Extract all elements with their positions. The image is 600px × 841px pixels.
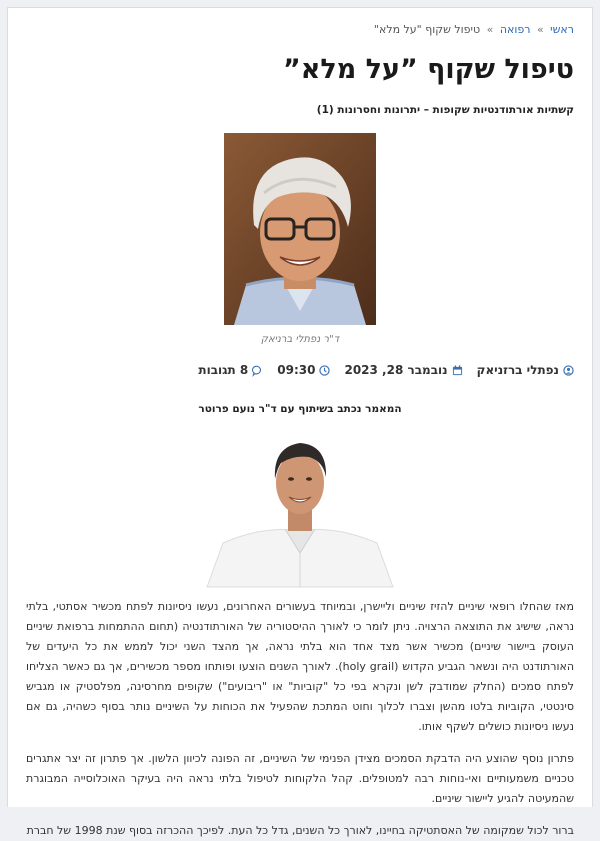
clock-icon <box>319 365 330 376</box>
featured-image-wrap <box>26 133 574 329</box>
breadcrumb-separator: » <box>486 23 494 36</box>
author-link[interactable]: נפתלי ברזניאק <box>476 363 559 377</box>
breadcrumb-current: טיפול שקוף "על מלא" <box>373 23 481 36</box>
calendar-icon <box>452 365 463 376</box>
article-paragraph: פתרון נוסף שהוצע היה הדבקת הסמכים מצידן הפנימי של השיניים, זה הפונה לכיוון הלשון. אך פתרון זה יצר אתגרים טכניים משמעותיים ואי-נוחות רבה למטופלים. קהל הלקוחות לטיפול בלתי נראה היה בעיקר האוכלוסייה המבוגרת שהמעיטה להגיע ליישור שיניים. <box>26 752 574 805</box>
breadcrumb-separator: » <box>536 23 544 36</box>
article-paragraph: ברור לכול שמקומה של האסתטיקה בחיינו, לאורך כל השנים, גדל כל העת. לפיכך ההכרזה בסוף שנת 1998 של חברת <box>26 824 574 837</box>
post-date: נובמבר 28, 2023 <box>344 363 448 377</box>
comments-link[interactable]: 8 תגובות <box>198 363 249 377</box>
article-content <box>8 8 592 841</box>
meta-time <box>277 361 330 379</box>
post-meta <box>26 361 574 379</box>
coauthor-note: המאמר נכתב בשיתוף עם ד"ר נועם פרוטר <box>198 403 402 415</box>
article-title: טיפול שקוף ”על מלא” <box>282 54 574 85</box>
breadcrumb <box>26 22 574 38</box>
breadcrumb-home-link[interactable]: ראשי <box>550 23 574 36</box>
post-time: 09:30 <box>277 363 316 377</box>
article-paragraph: מאז שהחלו רופאי שיניים להזיז שיניים וליישרן, ובמיוחד בעשורים האחרונים, נעשו ניסיונות לפתח מכשיר אסתטי, בלתי נראה, שישיג את התוצאה הרצויה. ניתן לומר כי לאורך ההיסטוריה של האורתודנטיה (תחום ההתמחות ברפואת שיניים העוסק ביישור שיניים) מכשיר אשר מצד אחד הוא בלתי נראה, אך מהצד השני יכול לממש את כל היעדים של האורתודנט היה ונשאר הגביע הקדוש (holy grail). לאורך השנים הוצעו ופותחו מספר מכשירים, אך גם כאשר הצליחו לפתח סמכים (החלק שמודבק לשן ונקרא בפי כל "קוביות" או "ריבועים") שקופים מחרסינה, מפלסטיק או מגביש סינטטי, הקוביות בלטו מהשן וצברו לכלוך וחוט המתכת שהפעיל את הכוחות על השיניים נותר בסוף כשהיה, גם אם נעשו ניסיונות כושלים לשקף אותו. <box>26 600 575 733</box>
meta-author <box>477 361 574 379</box>
meta-comments <box>198 361 263 379</box>
article-card <box>7 7 593 837</box>
article-subtitle: קשתיות אורתודנטיות שקופות – יתרונות וחסרונות (1) <box>316 104 574 116</box>
second-image-wrap <box>26 427 574 591</box>
image-caption: ד"ר נפתלי ברניאק <box>260 334 340 345</box>
meta-date <box>344 361 462 379</box>
author-portrait-image <box>224 133 376 325</box>
breadcrumb-category-link[interactable]: רפואה <box>499 23 531 36</box>
coauthor-portrait-image <box>205 427 395 587</box>
comment-icon <box>252 365 263 376</box>
user-icon <box>563 365 574 376</box>
